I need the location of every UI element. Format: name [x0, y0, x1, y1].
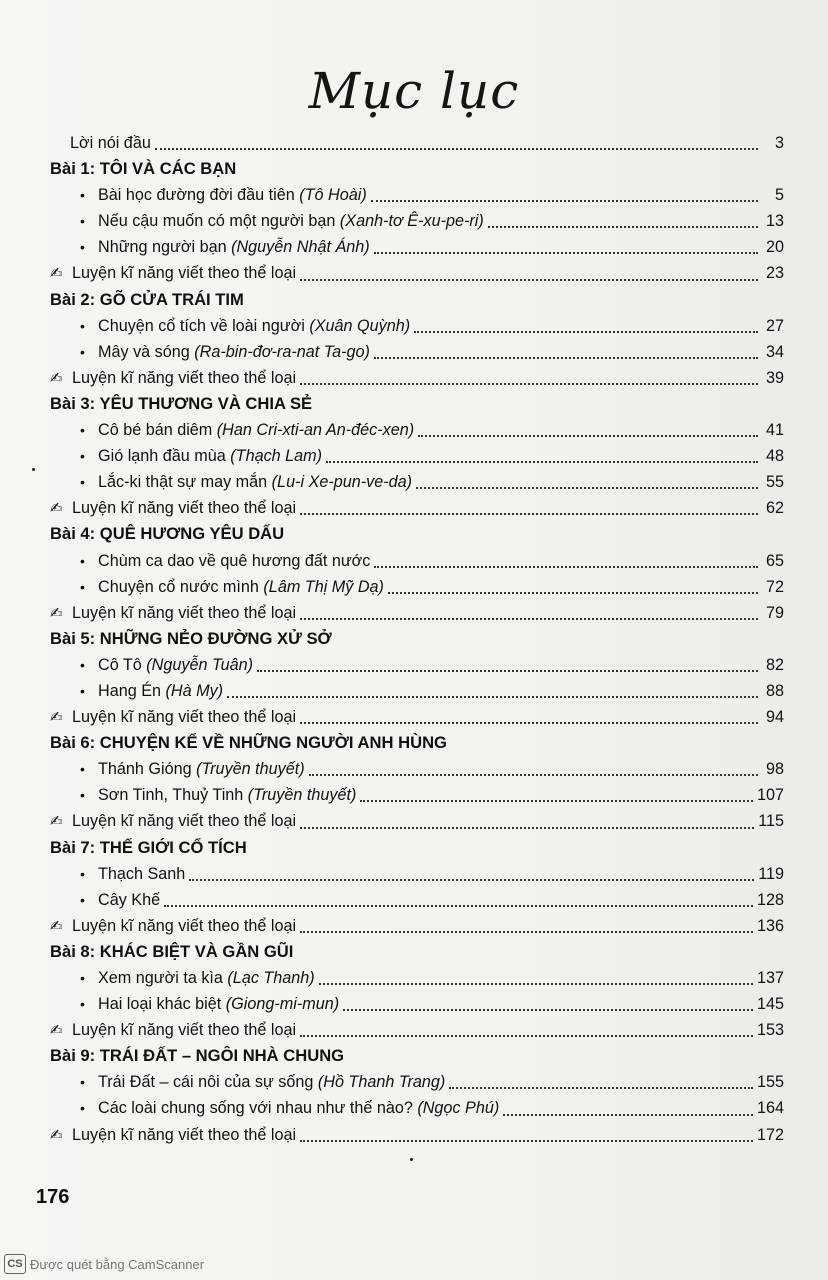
entry-title-text: Luyện kĩ năng viết theo thể loại — [72, 1125, 297, 1144]
entry-title — [98, 443, 322, 469]
entry-title — [72, 704, 296, 730]
entry-author: (Hà My) — [165, 681, 224, 700]
page-number: 176 — [36, 1186, 70, 1208]
bullet-dot-icon: • — [80, 1074, 85, 1091]
dot-leader — [416, 486, 758, 489]
section-title: Bài 1: TÔI VÀ CÁC BẠN — [50, 159, 237, 179]
entry-author: (Truyền thuyết) — [247, 786, 357, 805]
toc-entry — [50, 443, 784, 469]
toc-section-heading — [50, 287, 784, 313]
dot-leader — [300, 617, 758, 620]
bullet-dot-icon: • — [80, 761, 85, 778]
section-title: Bài 3: YÊU THƯƠNG VÀ CHIA SẺ — [50, 393, 313, 413]
entry-title-text: Chùm ca dao về quê hương đất nước — [98, 551, 371, 570]
entry-title-text: Luyện kĩ năng viết theo thể loại — [72, 916, 297, 935]
entry-page-number: 128 — [756, 890, 784, 909]
entry-title-text: Hang Én — [98, 681, 166, 700]
section-title: Bài 6: CHUYỆN KỂ VỀ NHỮNG NGƯỜI ANH HÙNG — [50, 733, 447, 753]
toc-entry — [50, 1017, 784, 1043]
pen-writing-icon: ✍ — [50, 265, 63, 283]
entry-title-text: Luyện kĩ năng viết theo thể loại — [72, 1021, 297, 1040]
entry-title — [72, 365, 296, 391]
dot-leader — [300, 1139, 753, 1142]
dot-leader — [164, 904, 753, 907]
toc-entry — [50, 469, 784, 495]
section-title: Bài 5: NHỮNG NẺO ĐƯỜNG XỬ SỞ — [50, 628, 332, 648]
toc-entry — [50, 495, 784, 521]
toc-entry — [50, 808, 784, 834]
entry-page-number: 94 — [765, 708, 784, 727]
entry-title — [72, 495, 296, 521]
entry-title — [72, 808, 296, 834]
entry-page-number: 137 — [756, 969, 784, 987]
toc-section-heading — [50, 156, 784, 182]
dot-leader — [300, 826, 754, 829]
pen-writing-icon: ✍ — [50, 917, 63, 935]
toc-entry — [50, 182, 784, 208]
entry-title-text: Nếu cậu muốn có một người bạn — [98, 212, 340, 231]
entry-page-number: 13 — [765, 212, 784, 231]
entry-author: (Han Cri-xti-an An-đéc-xen) — [216, 421, 415, 440]
entry-title-text: Chuyện cổ tích về loài người — [98, 316, 310, 335]
entry-page-number: 136 — [756, 916, 784, 935]
entry-page-number: 145 — [756, 995, 784, 1014]
entry-page-number: 65 — [765, 551, 784, 570]
entry-title-text: Lắc-ki thật sự may mắn — [98, 473, 272, 492]
entry-title-text: Luyện kĩ năng viết theo thể loại — [72, 708, 297, 727]
entry-title-text: Mây và sóng — [98, 342, 195, 361]
entry-title — [70, 130, 151, 156]
entry-title-text: Trái Đất – cái nôi của sự sống — [98, 1073, 318, 1092]
dot-leader — [374, 356, 758, 359]
bullet-dot-icon: • — [80, 239, 85, 256]
entry-title — [98, 782, 356, 808]
toc-entry — [50, 861, 784, 887]
entry-title-text: Luyện kĩ năng viết theo thể loại — [72, 603, 297, 622]
pen-writing-icon: ✍ — [50, 604, 63, 622]
dot-leader — [371, 199, 758, 202]
dot-leader — [319, 982, 753, 985]
entry-title-text: Thánh Gióng — [98, 760, 197, 779]
entry-page-number: 172 — [756, 1125, 784, 1144]
toc-entry — [50, 208, 784, 234]
dot-leader — [388, 591, 758, 594]
entry-author: (Nguyễn Tuân) — [146, 655, 254, 674]
entry-title-text: Luyện kĩ năng viết theo thể loại — [72, 812, 297, 831]
dot-leader — [155, 147, 758, 150]
entry-title — [98, 887, 160, 913]
entry-title — [98, 469, 412, 495]
entry-author: (Giong-mi-mun) — [225, 995, 340, 1014]
dot-leader — [449, 1086, 753, 1089]
entry-page-number: 39 — [765, 368, 784, 387]
bullet-dot-icon: • — [80, 474, 85, 491]
bullet-dot-icon: • — [80, 1100, 85, 1117]
dot-leader — [300, 930, 753, 933]
bullet-dot-icon: • — [80, 552, 85, 569]
dot-leader — [257, 669, 758, 672]
entry-page-number: 27 — [765, 316, 784, 335]
toc-section-heading — [50, 730, 784, 756]
table-of-contents — [50, 130, 784, 1148]
entry-author: (Xuân Quỳnh) — [309, 316, 411, 335]
entry-title-text: Xem người ta kìa — [98, 969, 228, 987]
entry-author: (Lu-i Xe-pun-ve-da) — [271, 473, 413, 492]
entry-title — [98, 234, 370, 260]
toc-entry — [50, 887, 784, 913]
dot-leader — [300, 721, 758, 724]
entry-title — [72, 260, 296, 286]
scanner-watermark — [0, 1252, 260, 1276]
entry-page-number: 72 — [765, 577, 784, 596]
entry-title — [98, 574, 384, 600]
toc-intro-entry — [50, 130, 784, 156]
entry-title-text: Bài học đường đời đầu tiên — [98, 186, 300, 205]
toc-section-heading — [50, 1043, 784, 1069]
entry-page-number: 34 — [765, 342, 784, 361]
entry-author: (Truyền thuyết) — [196, 760, 305, 779]
entry-page-number: 107 — [756, 786, 784, 805]
entry-page-number: 55 — [765, 473, 784, 492]
entry-title — [98, 965, 315, 991]
entry-author: (Thạch Lam) — [230, 447, 323, 466]
entry-author: (Tô Hoài) — [299, 186, 367, 205]
entry-author: (Lạc Thanh) — [227, 969, 315, 987]
entry-title — [98, 313, 410, 339]
bullet-dot-icon: • — [80, 865, 85, 882]
toc-section-heading — [50, 521, 784, 547]
bullet-dot-icon: • — [80, 656, 85, 673]
entry-author: (Xanh-tơ Ê-xu-pe-ri) — [339, 212, 484, 231]
dot-leader — [309, 773, 758, 776]
dot-leader — [326, 460, 758, 463]
entry-title-text: Lời nói đầu — [70, 134, 151, 152]
entry-page-number: 62 — [765, 499, 784, 518]
toc-entry — [50, 574, 784, 600]
entry-page-number: 155 — [756, 1073, 784, 1092]
dot-leader — [189, 878, 754, 881]
toc-entry — [50, 260, 784, 286]
dot-leader — [503, 1113, 753, 1116]
entry-author: (Hồ Thanh Trang) — [317, 1073, 446, 1092]
toc-entry — [50, 313, 784, 339]
entry-page-number: 82 — [765, 655, 784, 674]
entry-title — [98, 182, 367, 208]
bullet-dot-icon: • — [80, 343, 85, 360]
pen-writing-icon: ✍ — [50, 369, 63, 387]
toc-entry — [50, 782, 784, 808]
entry-page-number: 119 — [758, 864, 784, 883]
bullet-dot-icon: • — [80, 578, 85, 595]
entry-title-text: Luyện kĩ năng viết theo thể loại — [72, 499, 297, 518]
bullet-dot-icon: • — [80, 317, 85, 334]
entry-title — [98, 548, 370, 574]
entry-page-number: 153 — [756, 1021, 784, 1040]
dot-leader — [374, 251, 758, 254]
bullet-dot-icon: • — [80, 422, 85, 439]
toc-entry — [50, 548, 784, 574]
entry-page-number: 88 — [765, 681, 784, 700]
toc-entry — [50, 417, 784, 443]
dot-leader — [300, 512, 758, 515]
scan-speck — [410, 1158, 413, 1161]
entry-page-number: 41 — [765, 421, 784, 440]
entry-page-number: 3 — [774, 134, 784, 152]
entry-title — [98, 991, 339, 1017]
entry-page-number: 20 — [765, 238, 784, 257]
entry-title-text: Cô bé bán diêm — [98, 421, 217, 440]
entry-title — [72, 600, 296, 626]
section-title: Bài 7: THẾ GIỚI CỔ TÍCH — [50, 837, 247, 857]
entry-title — [98, 678, 223, 704]
entry-title — [98, 861, 185, 887]
entry-title — [98, 1095, 499, 1121]
scan-speck — [32, 468, 35, 471]
entry-title-text: Luyện kĩ năng viết theo thể loại — [72, 264, 297, 283]
toc-entry — [50, 1122, 784, 1148]
pen-writing-icon: ✍ — [50, 1022, 63, 1040]
pen-writing-icon: ✍ — [50, 813, 63, 831]
section-title: Bài 8: KHÁC BIỆT VÀ GẦN GŨI — [50, 941, 294, 961]
entry-author: (Ngọc Phú) — [417, 1099, 500, 1118]
dot-leader — [488, 225, 758, 228]
page-title: Mục lục — [308, 62, 520, 120]
toc-entry — [50, 913, 784, 939]
toc-entry — [50, 965, 784, 991]
toc-entry — [50, 339, 784, 365]
entry-author: (Ra-bin-đơ-ra-nat Ta-go) — [194, 342, 370, 361]
entry-title-text: Cây Khế — [98, 890, 161, 909]
toc-entry — [50, 1095, 784, 1121]
bullet-dot-icon: • — [80, 213, 85, 230]
entry-author: (Lâm Thị Mỹ Dạ) — [263, 577, 384, 596]
entry-page-number: 98 — [765, 760, 784, 779]
entry-title — [98, 339, 370, 365]
toc-entry — [50, 234, 784, 260]
camscanner-logo-icon: CS — [4, 1254, 26, 1274]
entry-page-number: 79 — [765, 603, 784, 622]
toc-entry — [50, 704, 784, 730]
toc-entry — [50, 678, 784, 704]
toc-section-heading — [50, 835, 784, 861]
entry-page-number: 5 — [774, 186, 784, 205]
entry-title-text: Luyện kĩ năng viết theo thể loại — [72, 368, 297, 387]
entry-title-text: Cô Tô — [98, 655, 147, 674]
entry-title — [98, 652, 253, 678]
toc-section-heading — [50, 391, 784, 417]
entry-title-text: Gió lạnh đầu mùa — [98, 447, 231, 466]
toc-section-heading — [50, 939, 784, 965]
section-title: Bài 2: GÕ CỬA TRÁI TIM — [50, 289, 244, 309]
entry-title — [72, 1122, 296, 1148]
dot-leader — [418, 434, 758, 437]
entry-title-text: Chuyện cổ nước mình — [98, 577, 264, 596]
entry-title — [72, 913, 296, 939]
dot-leader — [360, 799, 753, 802]
entry-title — [98, 756, 305, 782]
toc-entry — [50, 365, 784, 391]
dot-leader — [300, 382, 758, 385]
scanner-text: Được quét bằng CamScanner — [30, 1256, 205, 1272]
dot-leader — [414, 330, 758, 333]
section-title: Bài 9: TRÁI ĐẤT – NGÔI NHÀ CHUNG — [50, 1046, 345, 1066]
dot-leader — [300, 278, 758, 281]
section-title: Bài 4: QUÊ HƯƠNG YÊU DẤU — [50, 524, 285, 544]
toc-entry — [50, 756, 784, 782]
entry-author: (Nguyễn Nhật Ánh) — [231, 238, 370, 257]
toc-entry — [50, 600, 784, 626]
toc-entry — [50, 1069, 784, 1095]
entry-page-number: 115 — [758, 812, 784, 831]
bullet-dot-icon: • — [80, 682, 85, 699]
dot-leader — [300, 1034, 753, 1037]
pen-writing-icon: ✍ — [50, 500, 63, 518]
entry-page-number: 23 — [765, 264, 784, 283]
pen-writing-icon: ✍ — [50, 709, 63, 727]
toc-entry — [50, 991, 784, 1017]
toc-entry — [50, 652, 784, 678]
dot-leader — [343, 1008, 753, 1011]
pen-writing-icon: ✍ — [50, 1126, 63, 1144]
dot-leader — [227, 695, 758, 698]
entry-title — [98, 208, 484, 234]
toc-section-heading — [50, 626, 784, 652]
bullet-dot-icon: • — [80, 891, 85, 908]
entry-page-number: 48 — [765, 447, 784, 466]
bullet-dot-icon: • — [80, 187, 85, 204]
entry-title — [98, 1069, 445, 1095]
entry-page-number: 164 — [756, 1099, 784, 1118]
entry-title — [98, 417, 414, 443]
entry-title-text: Sơn Tinh, Thuỷ Tinh — [98, 786, 248, 805]
entry-title-text: Các loài chung sống với nhau như thế nào? — [98, 1099, 418, 1118]
entry-title-text: Hai loại khác biệt — [98, 995, 226, 1014]
bullet-dot-icon: • — [80, 448, 85, 465]
bullet-dot-icon: • — [80, 996, 85, 1013]
bullet-dot-icon: • — [80, 970, 85, 986]
entry-title-text: Những người bạn — [98, 238, 232, 257]
bullet-dot-icon: • — [80, 787, 85, 804]
entry-title-text: Thạch Sanh — [98, 864, 186, 883]
dot-leader — [374, 565, 758, 568]
entry-title — [72, 1017, 296, 1043]
